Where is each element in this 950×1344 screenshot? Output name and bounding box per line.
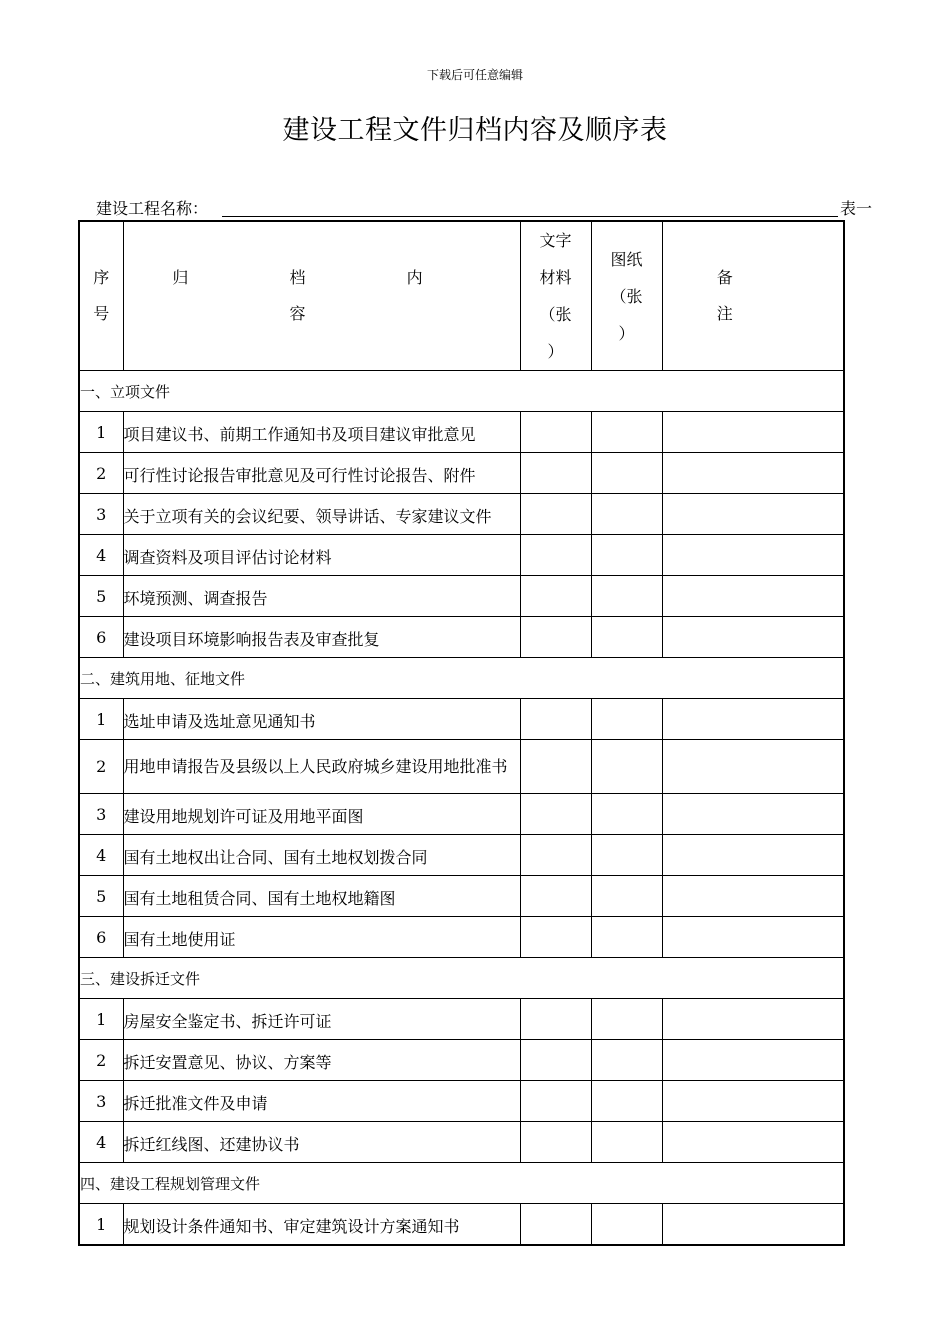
row-number: 2 <box>79 1040 123 1081</box>
row-number: 2 <box>79 453 123 494</box>
row-content-text: 选址申请及选址意见通知书 <box>123 712 316 731</box>
row-content <box>123 1040 520 1081</box>
section-title: 二、建筑用地、征地文件 <box>79 658 844 699</box>
row-content <box>123 1122 520 1163</box>
text-material-cell[interactable] <box>520 1081 591 1122</box>
table-row <box>79 453 844 494</box>
top-note: 下载后可任意编辑 <box>426 68 523 82</box>
drawing-cell[interactable] <box>591 835 662 876</box>
text-material-cell[interactable] <box>520 1122 591 1163</box>
row-content-text: 环境预测、调查报告 <box>123 589 268 608</box>
row-content-text: 关于立项有关的会议纪要、领导讲话、专家建议文件 <box>123 507 492 526</box>
row-number: 2 <box>79 740 123 794</box>
header-drawing: 图纸 （张 ） <box>591 221 662 371</box>
drawing-cell[interactable] <box>591 617 662 658</box>
text-material-cell[interactable] <box>520 412 591 453</box>
remarks-cell[interactable] <box>662 699 844 740</box>
remarks-cell[interactable] <box>662 794 844 835</box>
remarks-cell[interactable] <box>662 494 844 535</box>
table-row <box>79 1122 844 1163</box>
section-title: 三、建设拆迁文件 <box>79 958 844 999</box>
text-material-cell[interactable] <box>520 835 591 876</box>
row-content <box>123 794 520 835</box>
drawing-cell[interactable] <box>591 876 662 917</box>
row-number: 4 <box>79 1122 123 1163</box>
row-content-text: 国有土地使用证 <box>123 930 236 949</box>
text-material-cell[interactable] <box>520 1204 591 1246</box>
text-material-cell[interactable] <box>520 876 591 917</box>
row-number: 1 <box>79 999 123 1040</box>
row-content-text: 可行性讨论报告审批意见及可行性讨论报告、附件 <box>123 466 476 485</box>
table-row <box>79 835 844 876</box>
row-number: 5 <box>79 876 123 917</box>
archive-table <box>78 220 845 1246</box>
drawing-cell[interactable] <box>591 576 662 617</box>
row-content <box>123 740 520 794</box>
text-material-cell[interactable] <box>520 794 591 835</box>
text-material-cell[interactable] <box>520 1040 591 1081</box>
row-number: 4 <box>79 535 123 576</box>
row-content <box>123 835 520 876</box>
drawing-cell[interactable] <box>591 494 662 535</box>
drawing-cell[interactable] <box>591 535 662 576</box>
row-content <box>123 876 520 917</box>
row-number: 6 <box>79 917 123 958</box>
table-row <box>79 1081 844 1122</box>
row-content-text: 项目建议书、前期工作通知书及项目建议审批意见 <box>123 425 476 444</box>
text-material-cell[interactable] <box>520 699 591 740</box>
header-text-material: 文字 材料 （张 ） <box>520 221 591 371</box>
row-content-text: 房屋安全鉴定书、拆迁许可证 <box>123 1012 332 1031</box>
header-row <box>79 221 844 371</box>
row-content-text: 调查资料及项目评估讨论材料 <box>123 548 332 567</box>
table-row <box>79 740 844 794</box>
remarks-cell[interactable] <box>662 1122 844 1163</box>
text-material-cell[interactable] <box>520 535 591 576</box>
row-number: 3 <box>79 794 123 835</box>
section-row <box>79 371 844 412</box>
section-row <box>79 1163 844 1204</box>
remarks-cell[interactable] <box>662 1081 844 1122</box>
row-number: 1 <box>79 412 123 453</box>
drawing-cell[interactable] <box>591 1204 662 1246</box>
row-content <box>123 617 520 658</box>
remarks-cell[interactable] <box>662 412 844 453</box>
row-content <box>123 412 520 453</box>
text-material-cell[interactable] <box>520 917 591 958</box>
table-row <box>79 794 844 835</box>
remarks-cell[interactable] <box>662 576 844 617</box>
drawing-cell[interactable] <box>591 453 662 494</box>
header-content: 归 档 内 容 <box>123 221 520 371</box>
table-row <box>79 917 844 958</box>
remarks-cell[interactable] <box>662 835 844 876</box>
table-row <box>79 1040 844 1081</box>
text-material-cell[interactable] <box>520 740 591 794</box>
row-content-text: 国有土地权出让合同、国有土地权划拨合同 <box>123 848 428 867</box>
row-content-text: 规划设计条件通知书、审定建筑设计方案通知书 <box>123 1217 460 1236</box>
row-content <box>123 999 520 1040</box>
table-row <box>79 576 844 617</box>
row-number: 1 <box>79 1204 123 1246</box>
page-title: 建设工程文件归档内容及顺序表 <box>282 115 668 146</box>
row-content <box>123 917 520 958</box>
text-material-cell[interactable] <box>520 453 591 494</box>
row-content <box>123 453 520 494</box>
remarks-cell[interactable] <box>662 917 844 958</box>
row-number: 5 <box>79 576 123 617</box>
text-material-cell[interactable] <box>520 617 591 658</box>
table-row <box>79 412 844 453</box>
row-content-text: 国有土地租赁合同、国有土地权地籍图 <box>123 889 396 908</box>
table-row <box>79 494 844 535</box>
remarks-cell[interactable] <box>662 999 844 1040</box>
remarks-cell[interactable] <box>662 1204 844 1246</box>
drawing-cell[interactable] <box>591 1040 662 1081</box>
row-content-text: 建设用地规划许可证及用地平面图 <box>123 807 364 826</box>
row-content <box>123 576 520 617</box>
table-row <box>79 1204 844 1246</box>
text-material-cell[interactable] <box>520 576 591 617</box>
drawing-cell[interactable] <box>591 1122 662 1163</box>
drawing-cell[interactable] <box>591 412 662 453</box>
row-content <box>123 699 520 740</box>
section-title: 四、建设工程规划管理文件 <box>79 1163 844 1204</box>
drawing-cell[interactable] <box>591 740 662 794</box>
row-content-text: 拆迁安置意见、协议、方案等 <box>123 1053 332 1072</box>
drawing-cell[interactable] <box>591 999 662 1040</box>
remarks-cell[interactable] <box>662 740 844 794</box>
section-row <box>79 958 844 999</box>
table-row <box>79 999 844 1040</box>
drawing-cell[interactable] <box>591 794 662 835</box>
row-content-text: 拆迁红线图、还建协议书 <box>123 1135 300 1154</box>
remarks-cell[interactable] <box>662 617 844 658</box>
drawing-cell[interactable] <box>591 917 662 958</box>
row-content <box>123 1081 520 1122</box>
remarks-cell[interactable] <box>662 1040 844 1081</box>
drawing-cell[interactable] <box>591 1081 662 1122</box>
section-title: 一、立项文件 <box>79 371 844 412</box>
table-number: 表一 <box>840 199 873 218</box>
remarks-cell[interactable] <box>662 535 844 576</box>
table-row <box>79 876 844 917</box>
row-number: 3 <box>79 494 123 535</box>
text-material-cell[interactable] <box>520 999 591 1040</box>
row-content <box>123 535 520 576</box>
row-content <box>123 1204 520 1246</box>
project-name-field[interactable] <box>222 216 838 217</box>
row-content-text: 拆迁批准文件及申请 <box>123 1094 268 1113</box>
row-content <box>123 494 520 535</box>
table-row <box>79 699 844 740</box>
row-content-text: 用地申请报告及县级以上人民政府城乡建设用地批准书 <box>123 756 508 776</box>
remarks-cell[interactable] <box>662 453 844 494</box>
row-number: 1 <box>79 699 123 740</box>
header-seq: 序 号 <box>79 221 123 371</box>
header-remarks: 备 注 <box>662 221 844 371</box>
row-number: 6 <box>79 617 123 658</box>
section-row <box>79 658 844 699</box>
row-number: 4 <box>79 835 123 876</box>
drawing-cell[interactable] <box>591 699 662 740</box>
table-row <box>79 617 844 658</box>
remarks-cell[interactable] <box>662 876 844 917</box>
row-number: 3 <box>79 1081 123 1122</box>
text-material-cell[interactable] <box>520 494 591 535</box>
project-name-label: 建设工程名称： <box>96 199 209 218</box>
row-content-text: 建设项目环境影响报告表及审查批复 <box>123 630 380 649</box>
table-row <box>79 535 844 576</box>
